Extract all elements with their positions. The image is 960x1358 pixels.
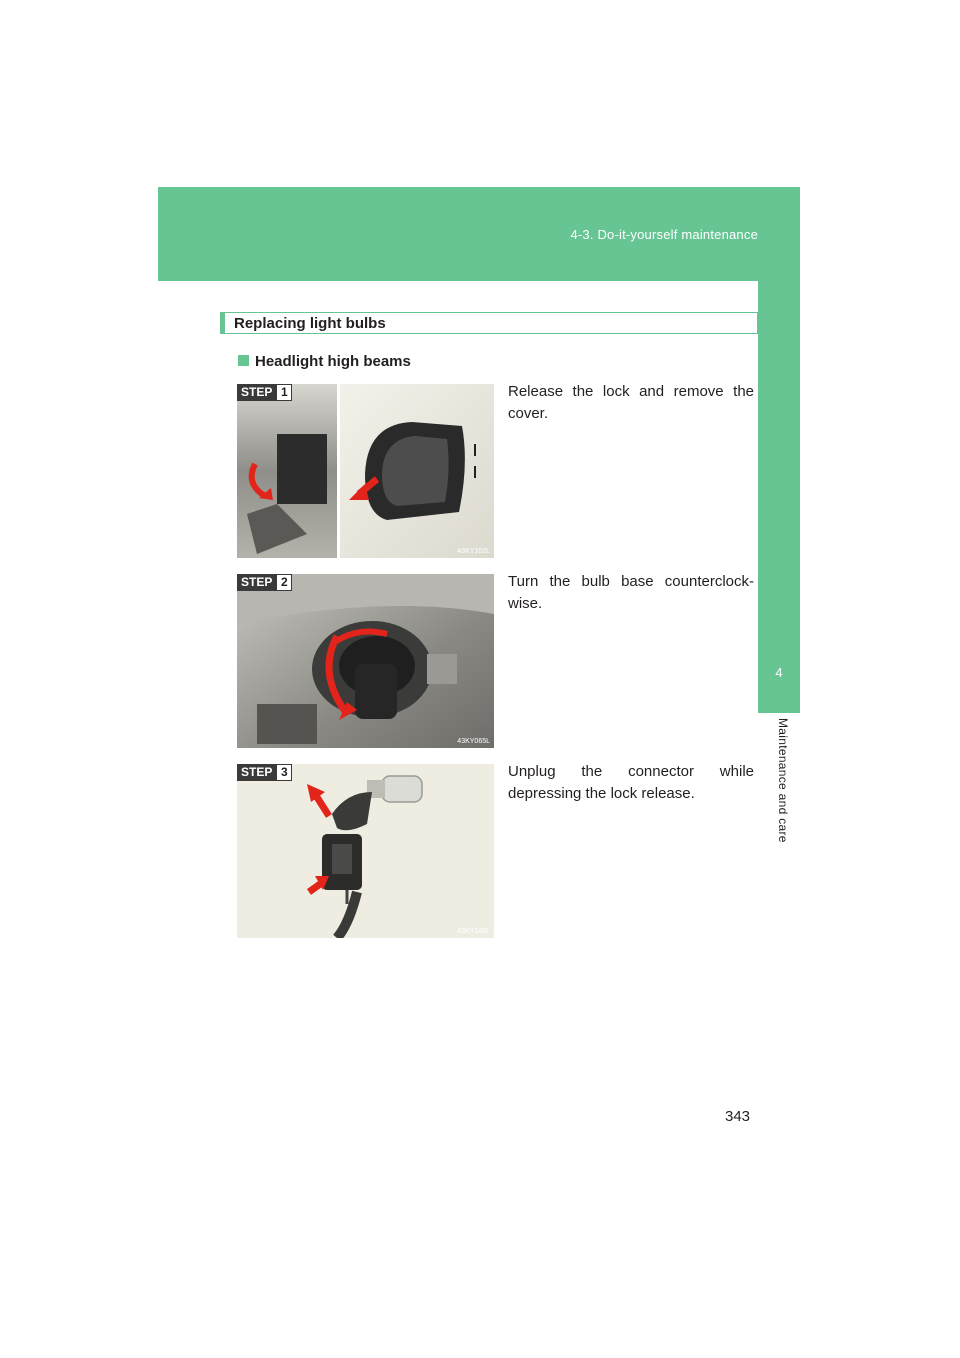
section-heading: Replacing light bulbs [234, 315, 386, 332]
step-1-instruction: Release the lock and remove the cover. [508, 383, 754, 422]
step-3-badge [237, 764, 292, 781]
sub-heading [238, 353, 411, 370]
chapter-number: 4 [775, 665, 783, 680]
section-heading-box [220, 312, 758, 334]
sub-heading-text: Headlight high beams [255, 353, 411, 370]
step-2-badge [237, 574, 292, 591]
step-2-illustration [237, 574, 494, 748]
header-band [158, 187, 800, 281]
step-1-illustration [237, 384, 494, 558]
headlight-cover-photo [237, 384, 494, 558]
step-number: 3 [276, 764, 292, 781]
page-number: 343 [725, 1108, 751, 1125]
image-code: 43KY065L [457, 738, 490, 745]
connector-photo [237, 764, 494, 938]
step-label: STEP [237, 764, 276, 781]
step-1-badge [237, 384, 292, 401]
section-header-title: 4-3. Do-it-yourself maintenance [570, 227, 758, 242]
image-code: 43KY148L [457, 928, 490, 935]
step-3-illustration [237, 764, 494, 938]
step-number: 1 [276, 384, 292, 401]
step-label: STEP [237, 574, 276, 591]
step-number: 2 [276, 574, 292, 591]
chapter-side-tab [758, 281, 800, 713]
image-code: 43KY102L [457, 548, 490, 555]
step-3-instruction: Unplug the connector while depressing the lock release. [508, 763, 754, 802]
chapter-title-vertical: Maintenance and care [776, 718, 790, 843]
step-2-instruction: Turn the bulb base counterclock-wise. [508, 573, 754, 612]
square-bullet-icon [238, 355, 249, 366]
step-label: STEP [237, 384, 276, 401]
bulb-base-photo [237, 574, 494, 748]
